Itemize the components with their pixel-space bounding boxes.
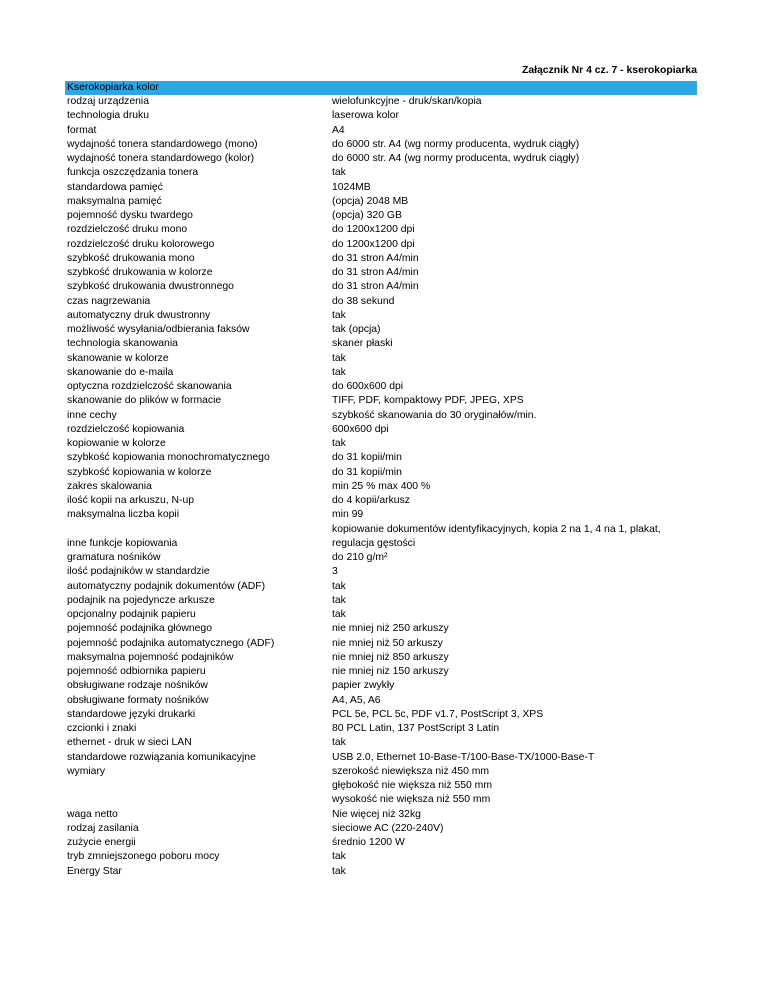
spec-value: do 4 kopii/arkusz	[332, 495, 410, 506]
spec-label: szybkość kopiowania w kolorze	[67, 466, 212, 478]
spec-label: standardowe języki drukarki	[67, 708, 196, 720]
spec-value: do 6000 str. A4 (wg normy producenta, wydruk ciągły)	[332, 138, 580, 150]
spec-value: nie mniej niż 50 arkuszy	[332, 637, 443, 649]
spec-value: średnio 1200 W	[332, 837, 405, 848]
spec-row	[65, 793, 705, 807]
spec-label: gramatura nośników	[67, 552, 161, 563]
spec-row	[65, 223, 705, 237]
spec-row	[65, 580, 705, 594]
spec-row	[65, 694, 705, 708]
spec-row	[65, 836, 705, 850]
spec-value: 80 PCL Latin, 137 PostScript 3 Latin	[332, 723, 500, 734]
spec-row	[65, 551, 705, 565]
spec-label: technologia skanowania	[67, 338, 178, 350]
spec-value: skaner płaski	[332, 338, 393, 350]
spec-value: wysokość nie większa niż 550 mm	[332, 794, 491, 806]
spec-value: tak (opcja)	[332, 324, 381, 335]
spec-label: maksymalna liczba kopii	[67, 509, 180, 521]
spec-value: do 31 stron A4/min	[332, 252, 419, 264]
spec-row	[65, 594, 705, 608]
spec-row	[65, 309, 705, 323]
spec-value: do 38 sekund	[332, 295, 395, 307]
spec-value: do 31 kopii/min	[332, 466, 402, 478]
spec-row	[65, 394, 705, 408]
spec-row-copy-functions	[65, 523, 705, 552]
spec-label: standardowe rozwiązania komunikacyjne	[67, 751, 256, 763]
spec-value: min 99	[332, 509, 364, 521]
spec-label: Energy Star	[67, 865, 122, 877]
spec-row	[65, 195, 705, 209]
spec-row	[65, 295, 705, 309]
spec-row	[65, 366, 705, 380]
spec-value: PCL 5e, PCL 5c, PDF v1.7, PostScript 3, XPS	[332, 708, 544, 720]
spec-row	[65, 380, 705, 394]
spec-label: inne cechy	[67, 409, 117, 421]
spec-value: tak	[332, 737, 346, 749]
spec-label: pojemność podajnika automatycznego (ADF)	[67, 637, 275, 649]
spec-label: rozdzielczość druku kolorowego	[67, 238, 215, 250]
spec-row	[65, 622, 705, 636]
spec-table	[65, 95, 705, 879]
spec-label: skanowanie do plików w formacie	[67, 395, 222, 407]
spec-value: do 600x600 dpi	[332, 381, 404, 392]
spec-row	[65, 323, 705, 337]
spec-label: format	[67, 124, 97, 136]
spec-value: do 210 g/m²	[332, 552, 388, 563]
spec-value: szerokość niewiększa niż 450 mm	[332, 765, 490, 777]
spec-row	[65, 565, 705, 579]
spec-label: szybkość drukowania mono	[67, 252, 195, 264]
spec-value: A4	[332, 124, 345, 136]
spec-row	[65, 865, 705, 879]
spec-value: do 1200x1200 dpi	[332, 238, 415, 250]
spec-value: 600x600 dpi	[332, 423, 389, 435]
spec-value: sieciowe AC (220-240V)	[332, 822, 444, 834]
spec-row	[65, 608, 705, 622]
spec-label: wymiary	[67, 765, 106, 777]
spec-value: nie mniej niz 150 arkuszy	[332, 666, 449, 677]
spec-row	[65, 423, 705, 437]
spec-value: nie mniej niż 250 arkuszy	[332, 623, 449, 635]
spec-label: opcjonalny podajnik papieru	[67, 609, 196, 620]
spec-value: (opcja) 320 GB	[332, 210, 402, 221]
spec-value: (opcja) 2048 MB	[332, 195, 409, 207]
spec-label: szybkość drukowania w kolorze	[67, 267, 213, 278]
spec-row	[65, 466, 705, 480]
spec-row	[65, 779, 705, 793]
spec-row	[65, 138, 705, 152]
spec-row	[65, 95, 705, 109]
spec-label: obsługiwane rodzaje nośników	[67, 680, 208, 692]
spec-row	[65, 437, 705, 451]
spec-row	[65, 252, 705, 266]
section-header	[65, 81, 697, 95]
spec-label: szybkość kopiowania monochromatycznego	[67, 452, 270, 464]
spec-row	[65, 765, 705, 779]
spec-value: 3	[332, 566, 338, 578]
spec-label: ethernet - druk w sieci LAN	[67, 737, 192, 749]
spec-row	[65, 850, 705, 864]
spec-value: min 25 % max 400 %	[332, 480, 431, 492]
spec-label: rodzaj urządzenia	[67, 96, 150, 107]
spec-label: maksymalna pojemność podajników	[67, 651, 234, 663]
spec-value: nie mniej niż 850 arkuszy	[332, 651, 449, 663]
spec-label: obsługiwane formaty nośników	[67, 694, 209, 706]
spec-row	[65, 181, 705, 195]
spec-value: tak	[332, 609, 346, 620]
spec-label: pojemność odbiornika papieru	[67, 666, 206, 677]
spec-value: wielofunkcyjne - druk/skan/kopia	[332, 96, 482, 107]
spec-value-line: kopiowanie dokumentów identyfikacyjnych, kopia 2 na 1, 4 na 1, plakat,	[332, 523, 661, 535]
spec-value: tak	[332, 309, 346, 321]
spec-row	[65, 508, 705, 522]
spec-value: Nie więcej niż 32kg	[332, 808, 421, 820]
spec-row	[65, 637, 705, 651]
spec-row	[65, 736, 705, 750]
spec-value: do 31 stron A4/min	[332, 267, 419, 278]
spec-label: kopiowanie w kolorze	[67, 438, 166, 449]
spec-value: do 31 kopii/min	[332, 452, 402, 464]
spec-value: USB 2.0, Ethernet 10-Base-T/100-Base-TX/1000-Base-T	[332, 751, 595, 763]
spec-label: optyczna rozdzielczość skanowania	[67, 381, 232, 392]
spec-label: rozdzielczość kopiowania	[67, 423, 185, 435]
spec-row	[65, 266, 705, 280]
spec-row	[65, 166, 705, 180]
spec-row	[65, 679, 705, 693]
spec-row	[65, 494, 705, 508]
spec-label: tryb zmniejszonego poboru mocy	[67, 851, 220, 863]
spec-row	[65, 751, 705, 765]
spec-label: automatyczny podajnik dokumentów (ADF)	[67, 580, 266, 592]
spec-label: rozdzielczość druku mono	[67, 224, 188, 236]
spec-row	[65, 337, 705, 351]
spec-label: maksymalna pamięć	[67, 195, 162, 207]
spec-value: laserowa kolor	[332, 110, 399, 122]
spec-row	[65, 109, 705, 123]
spec-label: wydajność tonera standardowego (kolor)	[67, 153, 255, 164]
spec-label: zużycie energii	[67, 837, 136, 848]
spec-row	[65, 708, 705, 722]
spec-value: tak	[332, 366, 346, 378]
spec-value: do 6000 str. A4 (wg normy producenta, wydruk ciągły)	[332, 153, 580, 164]
annex-title: Załącznik Nr 4 cz. 7 - kserokopiarka	[522, 65, 697, 76]
spec-row	[65, 209, 705, 223]
spec-label: szybkość drukowania dwustronnego	[67, 281, 234, 293]
spec-row	[65, 409, 705, 423]
spec-label: automatyczny druk dwustronny	[67, 309, 211, 321]
spec-value: tak	[332, 167, 346, 179]
spec-row	[65, 722, 705, 736]
spec-label: pojemność dysku twardego	[67, 210, 193, 221]
spec-label: wydajność tonera standardowego (mono)	[67, 138, 258, 150]
spec-row	[65, 665, 705, 679]
spec-value	[332, 523, 661, 552]
spec-value: tak	[332, 580, 346, 592]
spec-label: podajnik na pojedyncze arkusze	[67, 594, 215, 606]
spec-label: skanowanie do e-maila	[67, 366, 174, 378]
spec-label: standardowa pamięć	[67, 181, 163, 193]
spec-row	[65, 651, 705, 665]
section-header-label: Kserokopiarka kolor	[67, 82, 159, 93]
spec-value: papier zwykły	[332, 680, 395, 692]
spec-value: tak	[332, 594, 346, 606]
spec-value: TIFF, PDF, kompaktowy PDF, JPEG, XPS	[332, 395, 524, 407]
spec-value: głębokość nie większa niż 550 mm	[332, 780, 492, 791]
spec-label: skanowanie w kolorze	[67, 352, 169, 364]
spec-label: czcionki i znaki	[67, 723, 137, 734]
spec-label: zakres skalowania	[67, 480, 152, 492]
spec-value: do 1200x1200 dpi	[332, 224, 415, 236]
spec-row	[65, 238, 705, 252]
spec-label: waga netto	[67, 808, 118, 820]
spec-label: inne funkcje kopiowania	[67, 537, 178, 549]
spec-row	[65, 480, 705, 494]
spec-label: technologia druku	[67, 110, 150, 122]
spec-row	[65, 352, 705, 366]
spec-value: szybkość skanowania do 30 oryginałów/min.	[332, 409, 537, 421]
spec-label: ilość kopii na arkuszu, N-up	[67, 495, 195, 506]
spec-label: funkcja oszczędzania tonera	[67, 167, 199, 179]
spec-label: rodzaj zasilania	[67, 822, 139, 834]
spec-row	[65, 124, 705, 138]
spec-row	[65, 808, 705, 822]
spec-value: A4, A5, A6	[332, 694, 381, 706]
spec-label: pojemność podajnika głównego	[67, 623, 212, 635]
spec-value: tak	[332, 865, 346, 877]
spec-value: tak	[332, 438, 346, 449]
spec-label: czas nagrzewania	[67, 295, 151, 307]
spec-label: możliwość wysyłania/odbierania faksów	[67, 324, 250, 335]
spec-row	[65, 152, 705, 166]
spec-row	[65, 822, 705, 836]
spec-value: tak	[332, 352, 346, 364]
spec-value-line: regulacja gęstości	[332, 537, 416, 549]
spec-value: do 31 stron A4/min	[332, 281, 419, 293]
spec-row	[65, 451, 705, 465]
spec-label: ilość podajników w standardzie	[67, 566, 210, 578]
spec-value: 1024MB	[332, 181, 371, 193]
spec-value: tak	[332, 851, 346, 863]
spec-row	[65, 280, 705, 294]
